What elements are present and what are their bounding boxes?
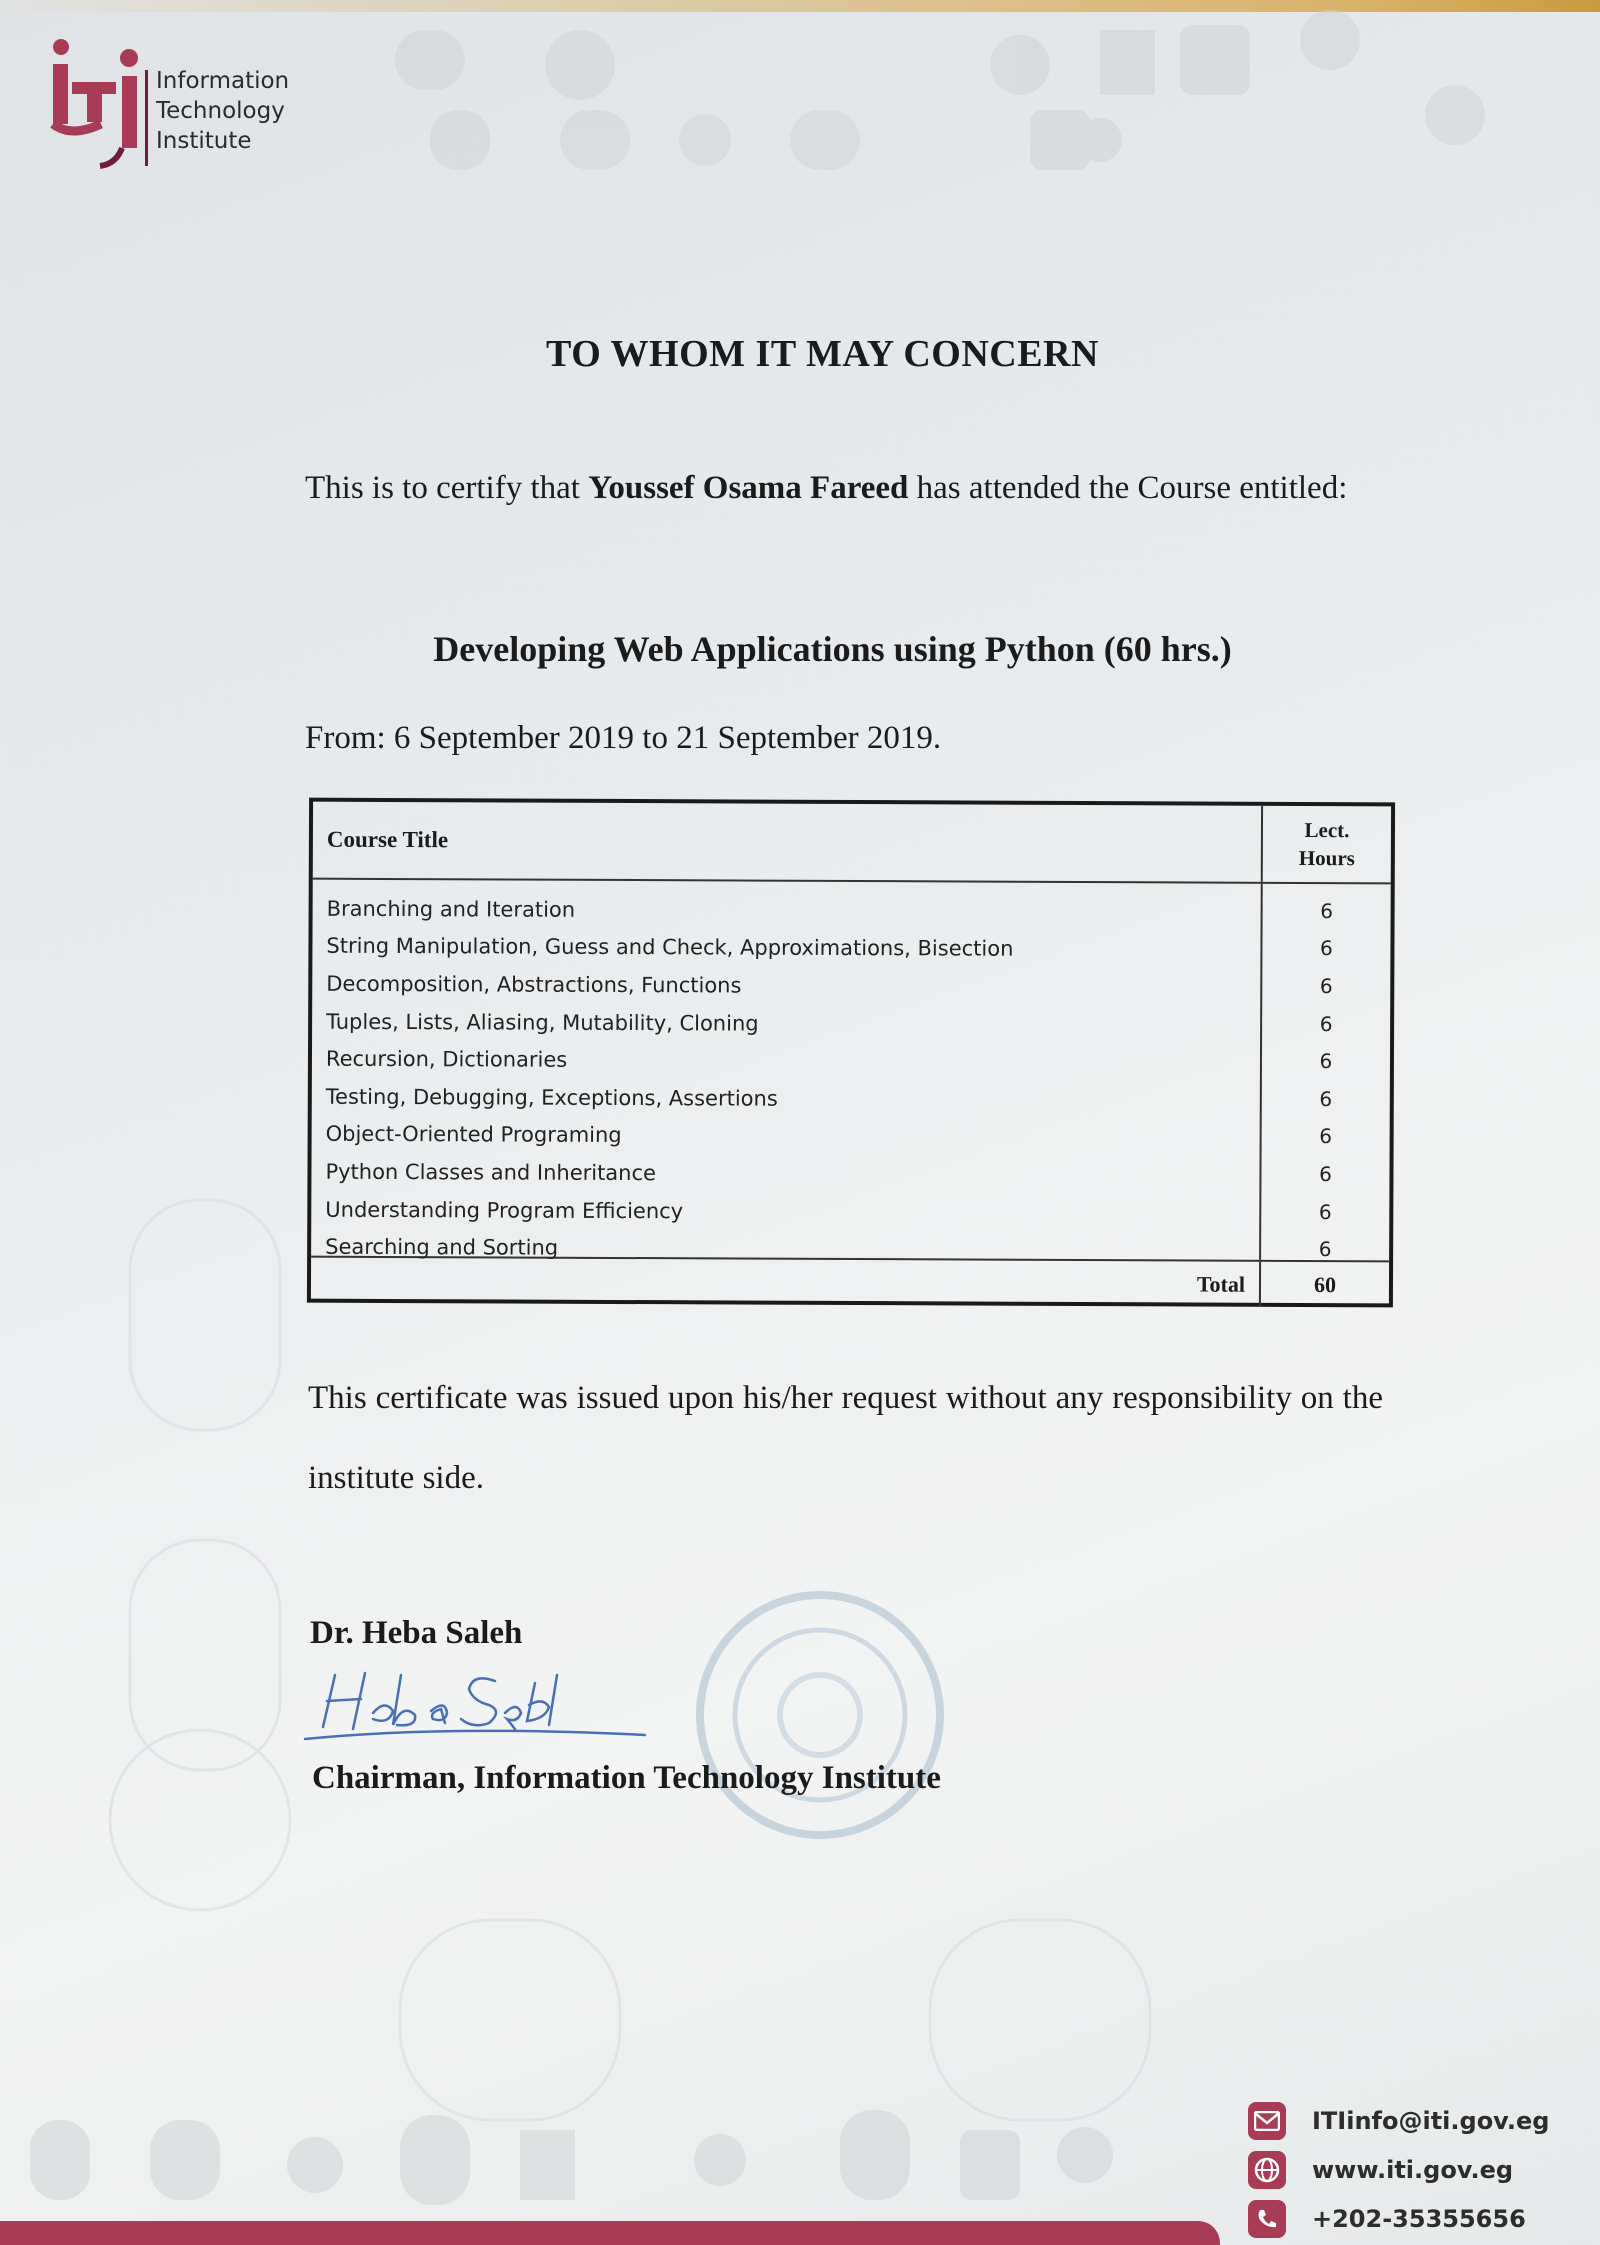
mail-icon (1248, 2102, 1286, 2140)
table-header (313, 802, 1391, 885)
intro-prefix: This is to certify that (305, 470, 589, 506)
table-row-topic: Branching and Iteration (326, 896, 576, 922)
table-row-hours: 6 (1319, 1161, 1332, 1187)
table-row-topic: Decomposition, Abstractions, Functions (326, 971, 742, 998)
course-dates: From: 6 September 2019 to 21 September 2019. (305, 720, 942, 756)
table-row-topic: Testing, Debugging, Exceptions, Assertions (325, 1084, 778, 1111)
hours-column (1261, 884, 1391, 1261)
iti-logo-mark (48, 36, 143, 171)
table-row-hours: 6 (1319, 1086, 1333, 1111)
brand-bottom-bar (0, 2221, 1220, 2245)
contact-phone (1248, 2194, 1549, 2243)
table-row-hours: 6 (1319, 1124, 1333, 1149)
table-row-hours: 6 (1318, 1237, 1332, 1262)
official-stamp (680, 1575, 960, 1855)
table-row-topic: Understanding Program Efficiency (325, 1197, 684, 1223)
iti-logo (48, 36, 289, 171)
phone-number[interactable]: +202-35355656 (1312, 2204, 1526, 2233)
header-lect-hours (1263, 806, 1391, 883)
phone-icon (1248, 2200, 1286, 2238)
disclaimer-paragraph: This certificate was issued upon his/her request without any responsibility on the institute side. (308, 1380, 1383, 1496)
course-title: Developing Web Applications using Python (60 hrs.) (433, 629, 1232, 669)
header-hours-line-1: Lect. (1304, 817, 1350, 843)
table-row-hours: 6 (1319, 974, 1333, 999)
table-footer (311, 1258, 1389, 1308)
table-row-topic: Recursion, Dictionaries (325, 1046, 568, 1072)
student-name: Youssef Osama Fareed (588, 470, 909, 506)
logo-divider (145, 70, 148, 166)
total-value: 60 (1313, 1271, 1337, 1297)
intro-suffix: has attended the Course entitled: (908, 470, 1348, 506)
logo-line-1: Information (156, 68, 290, 94)
table-row-hours: 6 (1320, 898, 1334, 923)
table-row-hours: 6 (1318, 1199, 1332, 1224)
document-heading: TO WHOM IT MAY CONCERN (546, 333, 1099, 375)
total-label: Total (311, 1258, 1261, 1307)
table-row-topic: String Manipulation, Guess and Check, Approximations, Bisection (326, 934, 1014, 962)
signer-name: Dr. Heba Saleh (310, 1615, 523, 1651)
table-row-hours: 6 (1319, 1049, 1333, 1074)
table-row-hours: 6 (1320, 936, 1333, 961)
logo-line-2: Technology (156, 98, 285, 124)
logo-text (156, 66, 289, 156)
course-table (307, 798, 1395, 1308)
email-address[interactable]: ITIinfo@iti.gov.eg (1312, 2106, 1550, 2135)
table-row-topic: Tuples, Lists, Aliasing, Mutability, Cloning (326, 1009, 759, 1036)
contact-website (1248, 2145, 1549, 2194)
top-edge-strip (0, 0, 1600, 12)
table-row-topic: Python Classes and Inheritance (325, 1159, 657, 1186)
table-row-hours: 6 (1319, 1011, 1333, 1036)
signer-title: Chairman, Information Technology Institute (312, 1760, 941, 1796)
intro-paragraph (305, 448, 1359, 528)
globe-icon (1248, 2151, 1286, 2189)
table-row-topic: Object-Oriented Programing (325, 1122, 622, 1148)
header-hours-line-2: Hours (1298, 845, 1355, 871)
website-url[interactable]: www.iti.gov.eg (1312, 2155, 1514, 2184)
table-body (311, 880, 1391, 1263)
contact-email (1248, 2096, 1549, 2145)
handwritten-signature (295, 1655, 655, 1745)
table-row-topic: Searching and Sorting (325, 1234, 559, 1260)
topics-column (311, 880, 1263, 1260)
logo-line-3: Institute (156, 128, 252, 154)
header-course-title: Course Title (313, 802, 1263, 882)
contact-info (1248, 2096, 1549, 2243)
